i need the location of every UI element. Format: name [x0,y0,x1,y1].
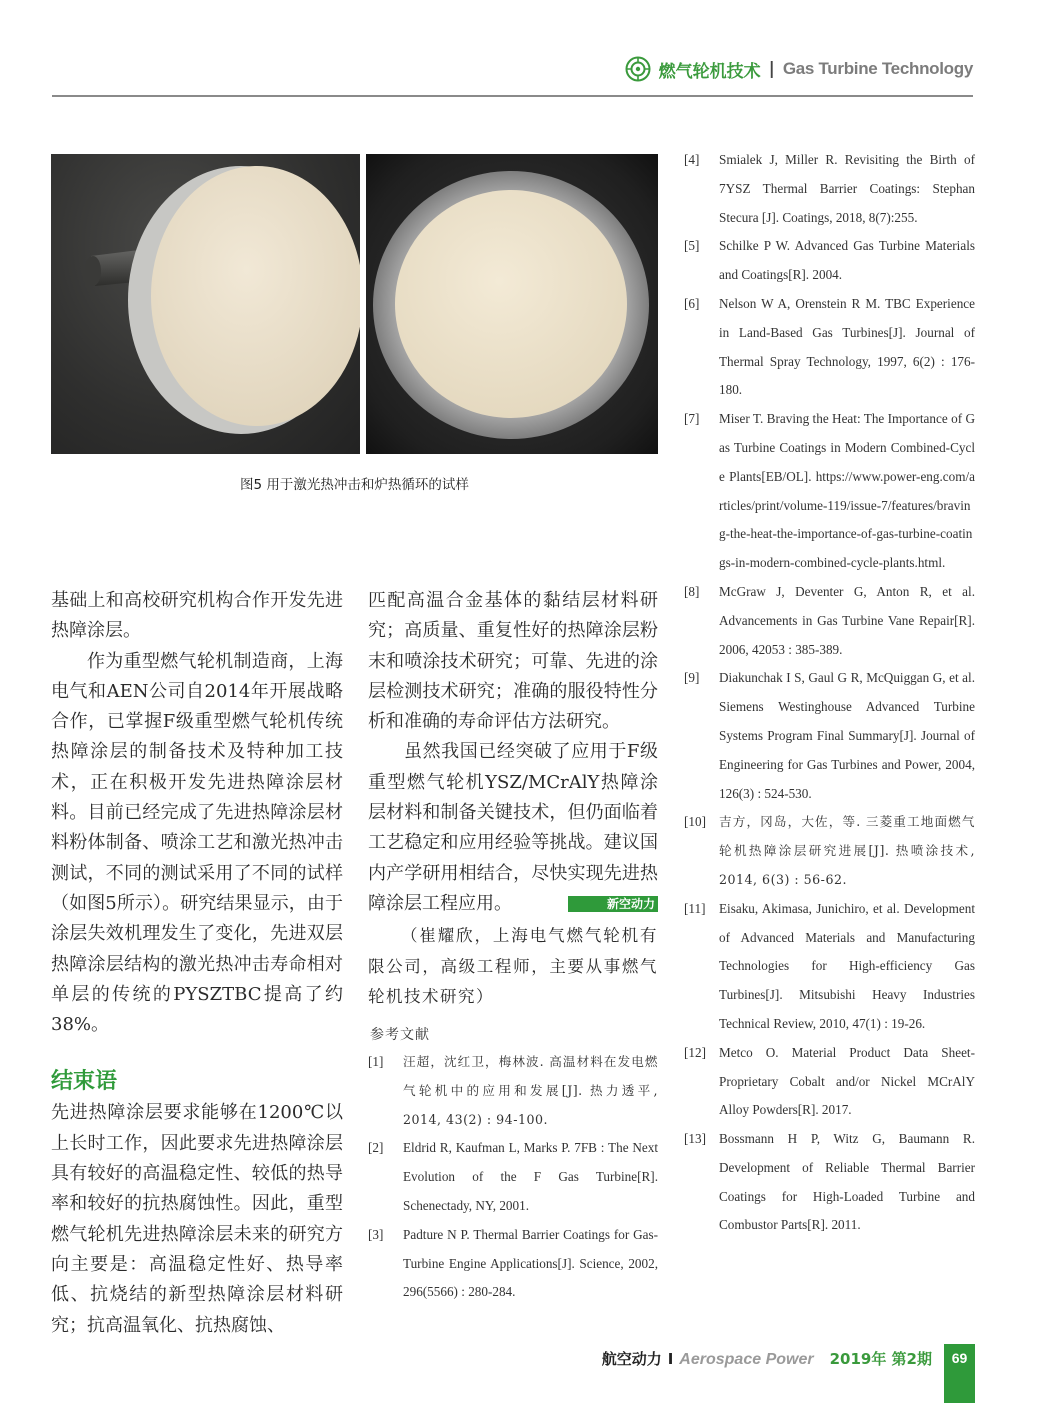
reference-text: Eldrid R, Kaufman L, Marks P. 7FB : The Next Evolution of the F Gas Turbine[R]. Schenectady, NY, 2001. [403,1140,658,1213]
reference-text: 吉方，冈岛，大佐，等. 三菱重工地面燃气轮机热障涂层研究进展[J]. 热喷涂技术, 2014, 6(3) : 56-62. [719,814,975,887]
magazine-title-cn: 航空动力 [601,1350,662,1368]
reference-number: [8] [684,583,700,599]
body-paragraph-text: 虽然我国已经突破了应用于F级重型燃气轮机YSZ/MCrAlY热障涂层材料和制备关键技术，但仍面临着工艺稳定和应用经验等挑战。建议国内产学研用相结合，尽快实现先进热障涂层工程应用。 [368,741,658,914]
magazine-title-en: Aerospace Power [679,1351,814,1368]
specimen-photo-front [366,154,658,454]
journal-title-en: Gas Turbine Technology [782,59,973,78]
reference-item [368,1134,658,1220]
reference-text: Diakunchak I S, Gaul G R, McQuiggan G, et al. Siemens Westinghouse Advanced Turbine Systems Program Final Summary[J]. Journal of Engineering for Gas Turbines and Power, 2004, 126(3) : 524-530. [719,670,975,801]
issue-label: 2019年 第2期 [829,1350,932,1368]
author-note: （崔耀欣，上海电气燃气轮机有限公司，高级工程师，主要从事燃气轮机技术研究） [368,926,658,1006]
body-column-middle [368,586,658,1012]
body-paragraph: 作为重型燃气轮机制造商，上海电气和AEN公司自2014年开展战略合作，已掌握F级重型燃气轮机传统热障涂层的制备技术及特种加工技术，正在积极开发先进热障涂层材料。目前已经完成了先进热障涂层材料粉体制备、喷涂工艺和激光热冲击测试，不同的测试采用了不同的试样（如图5所示）。研究结果显示，由于涂层失效机理发生了变化，先进双层热障涂层结构的激光热冲击寿命相对单层的传统的PYSZTBC提高了约38%。 [51,650,343,1036]
specimen-photo-side [51,154,360,454]
body-column-left [51,586,343,1341]
header-rule [52,95,973,97]
figure-caption: 图5 用于激光热冲击和炉热循环的试样 [240,477,469,493]
reference-text: McGraw J, Deventer G, Anton R, et al. Advancements in Gas Turbine Vane Repair[R]. 2006, 42053 : 385-389. [719,583,975,657]
reference-text: Eisaku, Akimasa, Junichiro, et al. Development of Advanced Materials and Manufacturing Technologies for High-efficiency Gas Turbines[J]. Mitsubishi Heavy Industries Technical Review, 2010, 47(1) : 19-26. [719,900,975,1031]
reference-text: 汪超，沈红卫，梅林波. 高温材料在发电燃气轮机中的应用和发展[J]. 热力透平, 2014, 43(2) : 94-100. [403,1054,658,1127]
reference-number: [7] [684,411,700,427]
body-paragraph-with-badge [368,737,658,919]
reference-number: [3] [368,1226,384,1242]
reference-text: Schilke P W. Advanced Gas Turbine Materials and Coatings[R]. 2004. [719,238,975,283]
reference-item [684,808,975,894]
body-paragraph: 匹配高温合金基体的黏结层材料研究；高质量、重复性好的热障涂层粉末和喷涂技术研究；可靠、先进的涂层检测技术研究；准确的服役特性分析和准确的寿命评估方法研究。 [368,590,658,733]
reference-number: [12] [684,1044,706,1060]
conclusion-heading: 结束语 [51,1069,118,1095]
reference-number: [6] [684,295,700,311]
reference-item [684,578,975,664]
reference-number: [11] [684,900,706,916]
reference-text: Metco O. Material Product Data Sheet-Proprietary Cobalt and/or Nickel MCrAlY Alloy Powders[R]. 2017. [719,1044,975,1118]
reference-item [368,1221,658,1307]
reference-item [684,232,975,290]
end-badge: 新空动力 [568,896,658,912]
journal-header [625,56,973,82]
reference-item [368,1048,658,1134]
reference-item [684,405,975,578]
reference-number: [10] [684,814,706,830]
body-paragraph: 基础上和高校研究机构合作开发先进热障涂层。 [51,590,343,642]
reference-item [684,146,975,232]
reference-item [684,290,975,405]
reference-item [684,1125,975,1240]
reference-number: [4] [684,152,700,167]
reference-list-right [684,146,975,1240]
reference-number: [1] [368,1054,384,1069]
reference-item [684,1039,975,1125]
header-separator: | [768,59,775,79]
reference-item [684,664,975,808]
conclusion-paragraph: 先进热障涂层要求能够在1200℃以上长时工作，因此要求先进热障涂层具有较好的高温稳定性、较低的热导率和较好的抗热腐蚀性。因此，重型燃气轮机先进热障涂层未来的研究方向主要是：高温稳定性好、热导率低、抗烧结的新型热障涂层材料研究；抗高温氧化、抗热腐蚀、 [51,1102,343,1336]
reference-list-middle [368,1048,658,1307]
reference-number: [9] [684,670,700,686]
reference-number: [5] [684,238,700,254]
references-heading: 参考文献 [370,1027,430,1043]
reference-text: Bossmann H P, Witz G, Baumann R. Development of Reliable Thermal Barrier Coatings for High-Loaded Turbine and Combustor Parts[R]. 2011. [719,1131,975,1233]
reference-text: Nelson W A, Orenstein R M. TBC Experience in Land-Based Gas Turbines[J]. Journal of Thermal Spray Technology, 1997, 6(2) : 176-180. [719,295,975,398]
reference-item [684,895,975,1039]
page-number: 69 [951,1350,968,1366]
journal-logo-icon [625,56,651,82]
page-footer [602,1348,932,1369]
reference-number: [2] [368,1140,384,1156]
journal-title-cn: 燃气轮机技术 [658,61,761,82]
reference-text: Miser T. Braving the Heat: The Importance of Gas Turbine Coatings in Modern Combined-Cycle Plants[EB/OL]. https://www.power-eng.com/articles/print/volume-119/issue-7/features/braving-the-heat-the-importance-of-gas-turbine-coatings-in-modern-combined-cycle-plants.html. [719,411,975,571]
reference-number: [13] [684,1131,706,1147]
reference-text: Smialek J, Miller R. Revisiting the Birth of 7YSZ Thermal Barrier Coatings: Stephan Stecura [J]. Coatings, 2018, 8(7):255. [719,152,975,225]
footer-separator: I [667,1350,674,1368]
reference-text: Padture N P. Thermal Barrier Coatings for Gas-Turbine Engine Applications[J]. Science, 2002, 296(5566) : 280-284. [403,1226,658,1300]
